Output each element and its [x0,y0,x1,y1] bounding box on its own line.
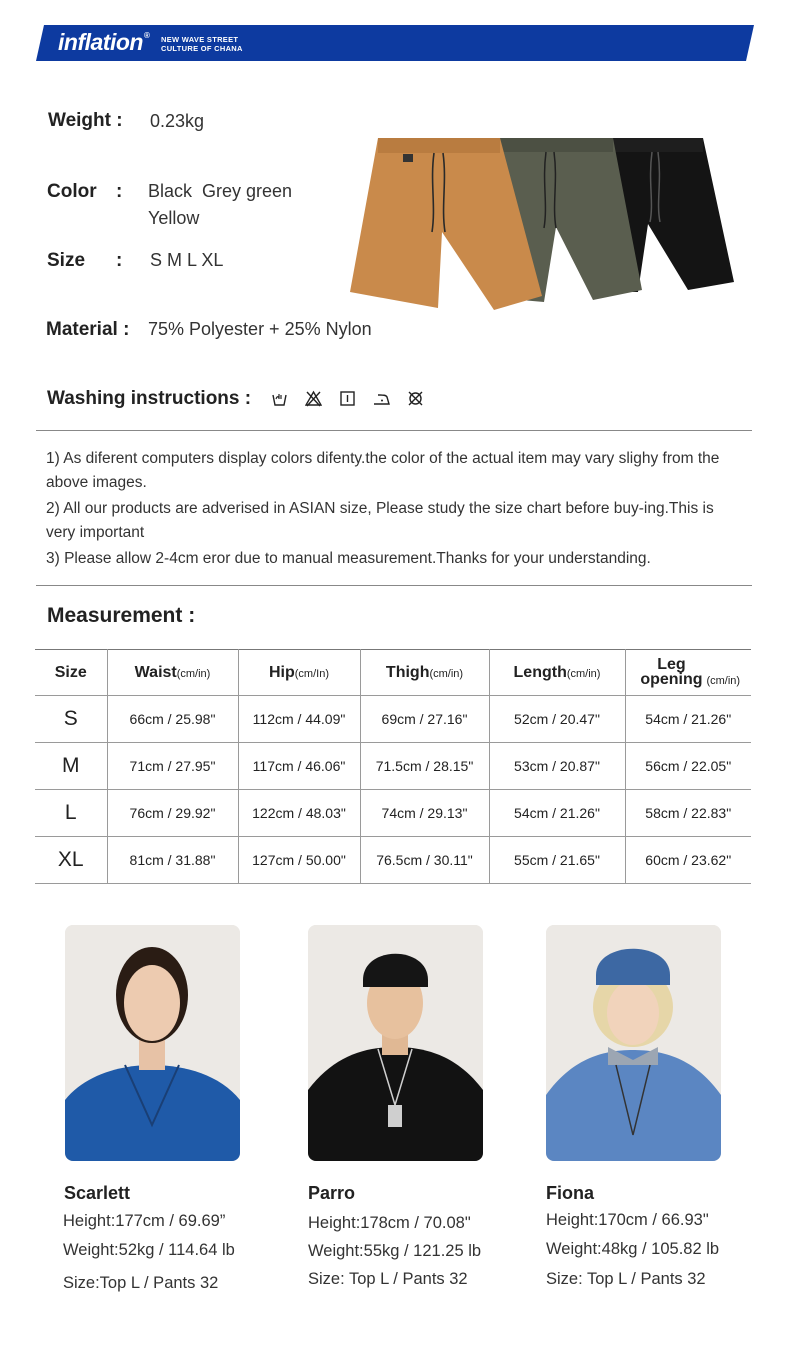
material-value: 75% Polyester + 25% Nylon [148,319,372,339]
model-name: Parro [308,1183,356,1203]
model-name: Fiona [546,1183,594,1203]
cell-thigh: 71.5cm / 28.15" [360,743,489,790]
cell-leg-opening: 60cm / 23.62" [625,837,751,884]
cell-hip: 112cm / 44.09" [238,696,360,743]
iron-icon [373,390,390,407]
cell-size: M [35,743,107,790]
no-bleach-icon [305,390,322,407]
cell-length: 53cm / 20.87" [489,743,625,790]
washing-instructions-label: Washing instructions : [47,388,252,409]
model-size: Size:Top L / Pants 32 [63,1274,219,1292]
model-photo-parro [308,925,483,1161]
color-value: Black Grey green Yellow [148,181,293,228]
cell-length: 54cm / 21.26" [489,790,625,837]
washing-icons [271,390,424,407]
tumble-dry-icon [339,390,356,407]
cell-size: S [35,696,107,743]
header-banner [36,25,754,61]
header-length: Length(cm/in) [489,650,625,696]
product-shorts-image [348,132,740,312]
cell-waist: 71cm / 27.95" [107,743,238,790]
weight-value: 0.23kg [150,111,205,131]
header-waist: Waist(cm/in) [107,650,238,696]
model-weight: Weight:55kg / 121.25 lb [308,1242,482,1260]
material-label: Material : [46,319,130,340]
cell-hip: 127cm / 50.00" [238,837,360,884]
divider-top [36,430,752,431]
cell-thigh: 69cm / 27.16" [360,696,489,743]
no-dry-clean-icon [407,390,424,407]
size-value: S M L XL [150,250,224,270]
cell-thigh: 74cm / 29.13" [360,790,489,837]
model-weight: Weight:48kg / 105.82 lb [546,1240,720,1258]
note-item: 1) As diferent computers display colors difenty.the color of the actual item may vary slighy from the above images. [46,450,720,491]
table-row [35,743,751,790]
model-name: Scarlett [64,1183,131,1203]
cell-length: 52cm / 20.47" [489,696,625,743]
cell-size: XL [35,837,107,884]
model-height: Height:178cm / 70.08" [308,1214,471,1232]
divider-bottom [36,585,752,586]
note-item: 2) All our products are adverised in ASIAN size, Please study the size chart before buy-ing.This is very important [46,500,714,541]
brand-logo: inflation® [58,29,150,55]
table-row [35,790,751,837]
cell-hip: 117cm / 46.06" [238,743,360,790]
brand-tagline: NEW WAVE STREET CULTURE OF CHANA [161,35,243,53]
weight-label: Weight : [48,110,123,131]
cell-waist: 81cm / 31.88" [107,837,238,884]
cell-thigh: 76.5cm / 30.11" [360,837,489,884]
cell-leg-opening: 54cm / 21.26" [625,696,751,743]
cell-leg-opening: 56cm / 22.05" [625,743,751,790]
size-label: Size [47,250,86,271]
table-header-row [35,650,751,696]
header-size: Size [35,650,107,696]
header-thigh: Thigh(cm/in) [360,650,489,696]
table-row [35,837,751,884]
cell-size: L [35,790,107,837]
model-height: Height:170cm / 66.93" [546,1211,709,1229]
color-label: Color [47,181,97,202]
note-item: 3) Please allow 2-4cm eror due to manual measurement.Thanks for your understanding. [46,550,651,567]
cell-waist: 66cm / 25.98" [107,696,238,743]
model-size: Size: Top L / Pants 32 [546,1270,706,1288]
header-leg-opening: Leg opening (cm/in) [625,650,751,696]
model-photo-scarlett [65,925,240,1161]
cell-hip: 122cm / 48.03" [238,790,360,837]
model-photo-fiona [546,925,721,1161]
notes-section [46,447,746,573]
header-hip: Hip(cm/In) [238,650,360,696]
model-weight: Weight:52kg / 114.64 lb [63,1241,235,1259]
model-size: Size: Top L / Pants 32 [308,1270,468,1288]
measurement-title: Measurement : [47,604,196,627]
hand-wash-icon [271,390,288,407]
color-colon: : [116,181,123,202]
cell-waist: 76cm / 29.92" [107,790,238,837]
size-chart-table [35,649,751,884]
model-height: Height:177cm / 69.69” [63,1212,226,1230]
table-row [35,696,751,743]
cell-length: 55cm / 21.65" [489,837,625,884]
cell-leg-opening: 58cm / 22.83" [625,790,751,837]
size-colon: : [116,250,123,271]
